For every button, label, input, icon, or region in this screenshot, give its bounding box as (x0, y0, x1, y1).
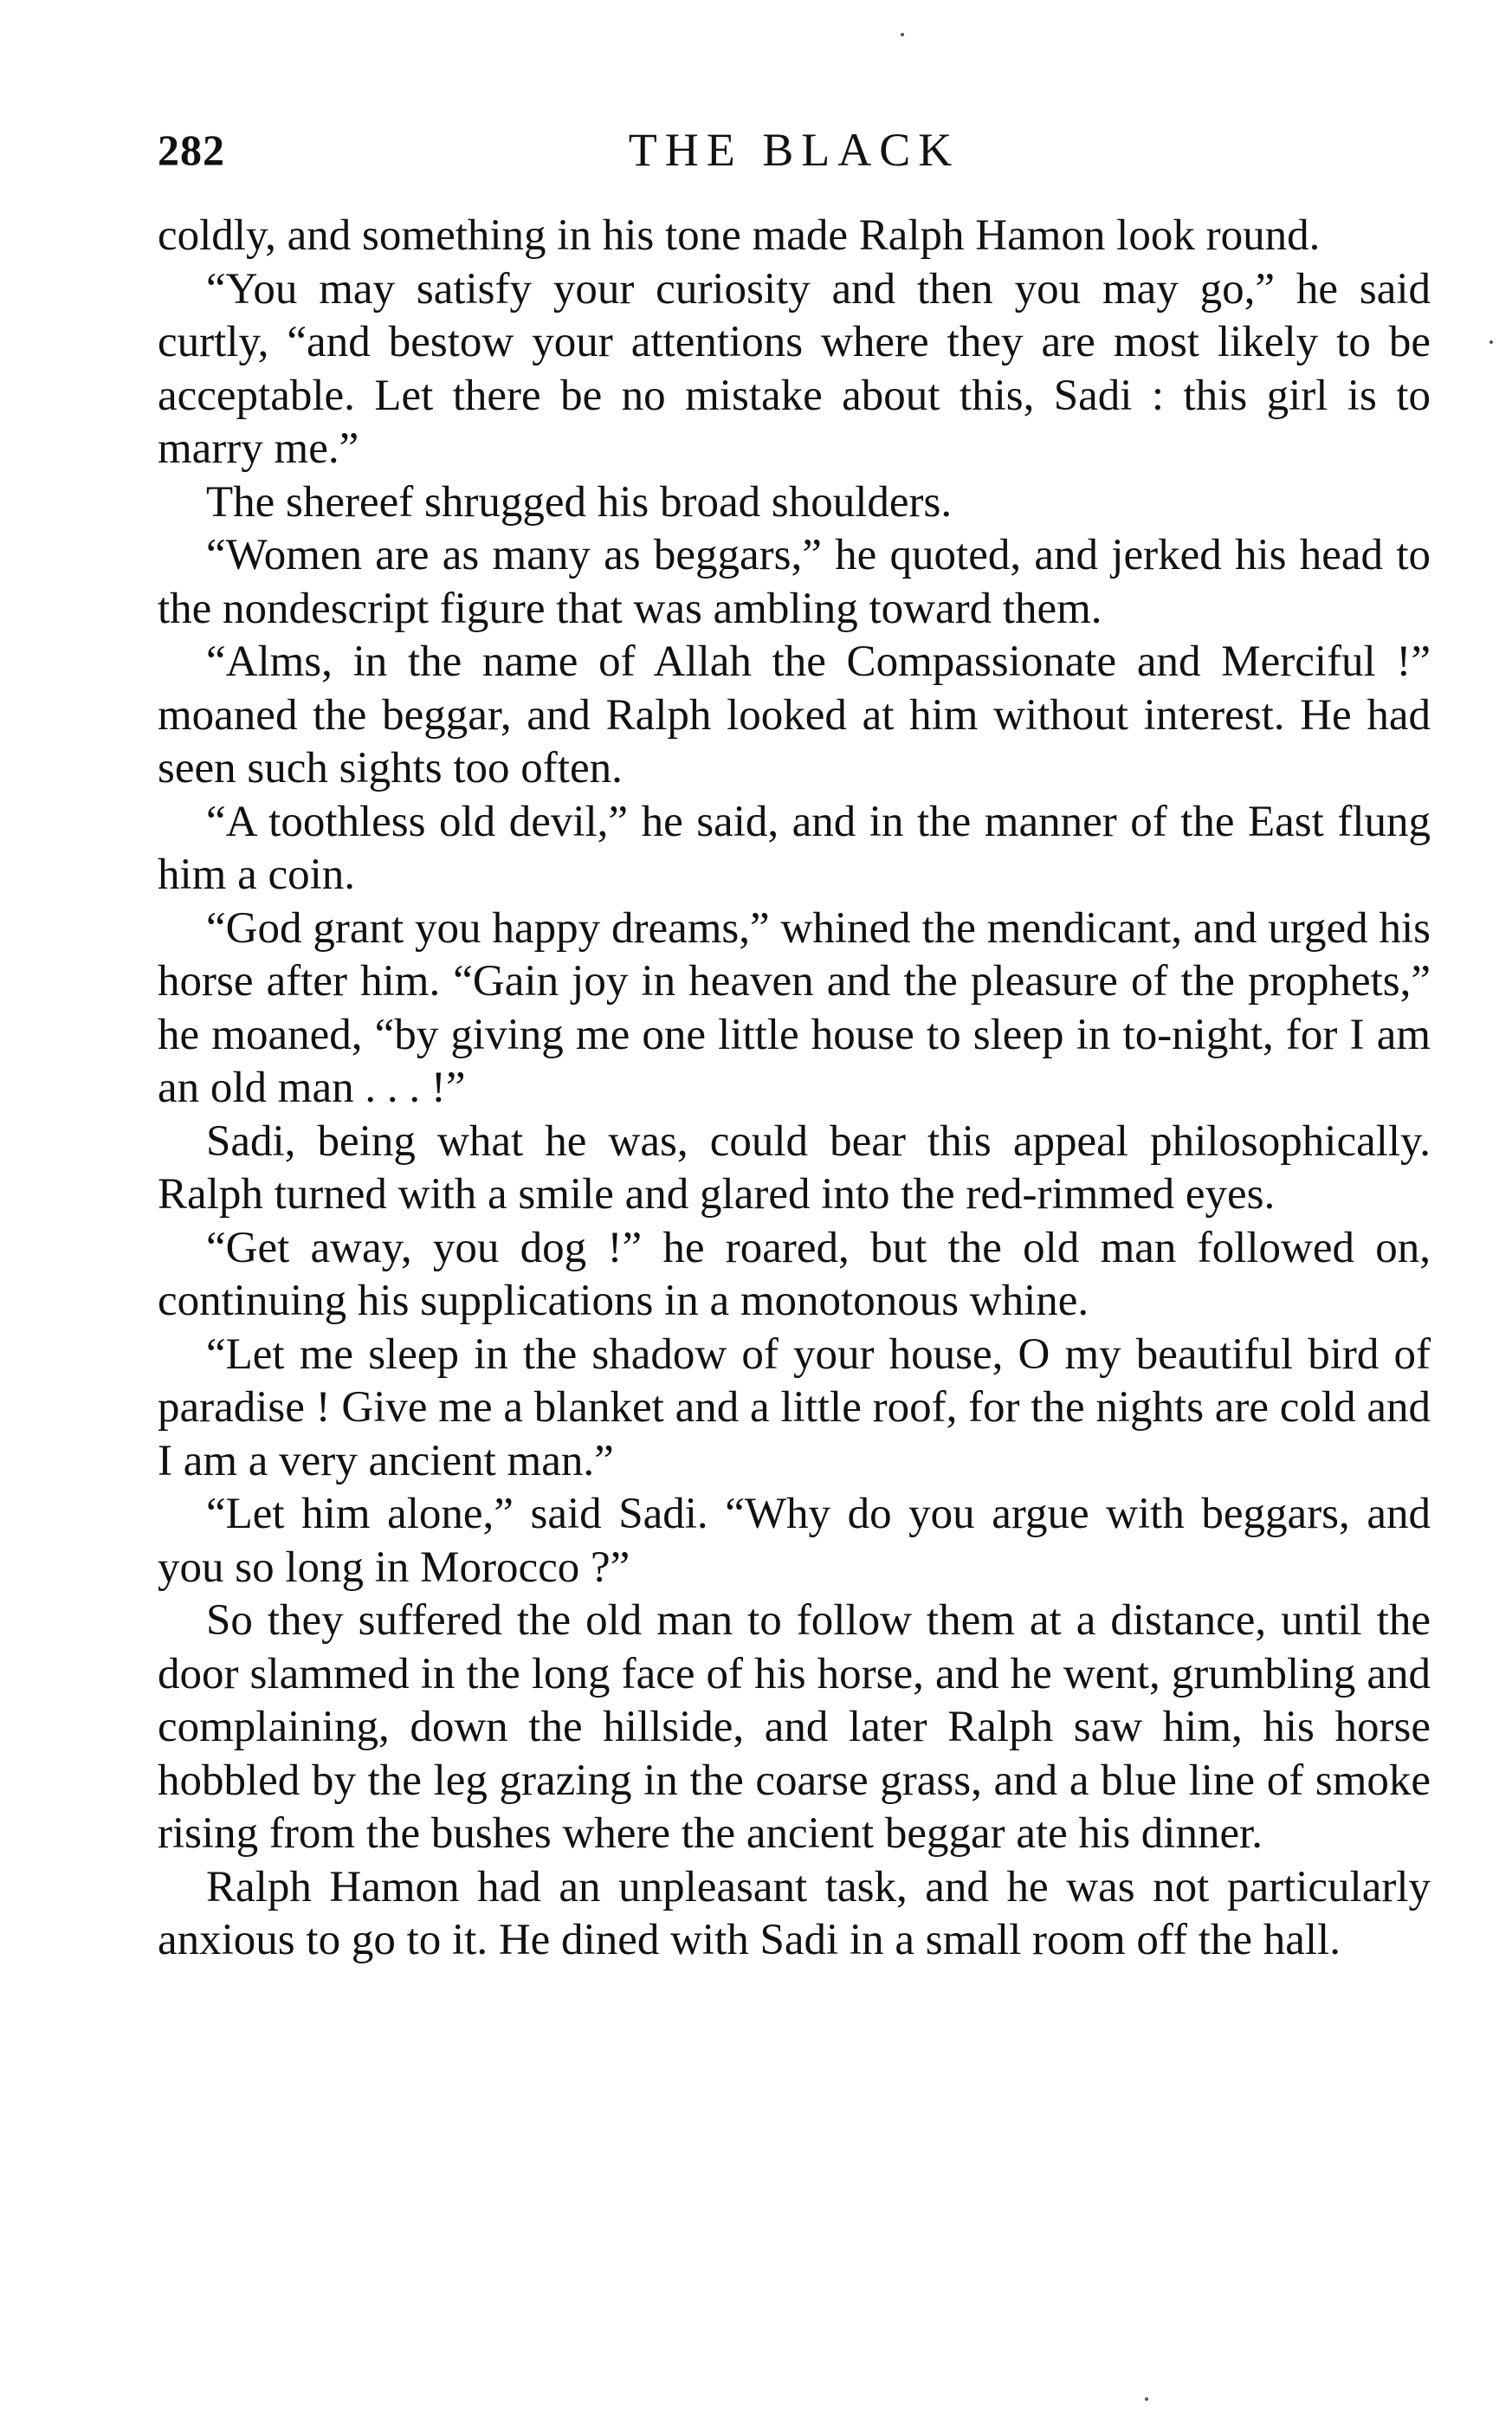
paragraph: “You may satisfy your curiosity and then you may go,” he said curtly, “and bestow your attentions where they are most likely to be acceptable. Let there be no mistake about this, Sadi : this girl is to marry me.” (158, 264, 1431, 473)
paragraph: The shereef shrugged his broad shoulders. (206, 477, 953, 527)
paragraph: “Get away, you dog !” he roared, but the old man followed on, continuing his supplications in a monotonous whine. (158, 1223, 1431, 1325)
paragraph: “Let me sleep in the shadow of your house, O my beautiful bird of paradise ! Give me a blanket and a little roof, for the nights are cold and I am a very ancient man.” (158, 1329, 1431, 1485)
page-number: 282 (158, 126, 225, 174)
scan-speck (901, 33, 904, 36)
paragraph: “God grant you happy dreams,” whined the mendicant, and urged his horse after him. “Gain joy in heaven and the pleasure of the prophets,” he moaned, “by giving me one little house to sleep in to-night, for I am an old man . . . !” (158, 903, 1431, 1112)
paragraph: “Alms, in the name of Allah the Compassionate and Merciful !” moaned the beggar, and Ralph looked at him without interest. He had seen such sights too often. (158, 637, 1431, 792)
paragraph: coldly, and something in his tone made Ralph Hamon look round. (158, 211, 1321, 260)
page-header (158, 120, 1431, 180)
scan-speck (1489, 340, 1493, 344)
scan-speck (1145, 2397, 1148, 2401)
paragraph: “Women are as many as beggars,” he quoted, and jerked his head to the nondescript figure that was ambling toward them. (158, 531, 1431, 633)
paragraph: Sadi, being what he was, could bear this appeal philosophically. Ralph turned with a smile and glared into the red-rimmed eyes. (158, 1116, 1431, 1219)
paragraph: Ralph Hamon had an unpleasant task, and he was not particularly anxious to go to it. He dined with Sadi in a small room off the hall. (158, 1862, 1431, 1964)
paragraph: So they suffered the old man to follow them at a distance, until the door slammed in the long face of his horse, and he went, grumbling and complaining, down the hillside, and later Ralph saw him, his horse hobbled by the leg grazing in the coarse grass, and a blue line of smoke rising from the bushes where the ancient beggar ate his dinner. (158, 1596, 1431, 1858)
running-title: THE BLACK (628, 124, 960, 176)
paragraph: “A toothless old devil,” he said, and in the manner of the East flung him a coin. (158, 797, 1431, 899)
body-text (158, 210, 1431, 1968)
paragraph: “Let him alone,” said Sadi. “Why do you argue with beggars, and you so long in Morocco ?” (158, 1490, 1431, 1592)
